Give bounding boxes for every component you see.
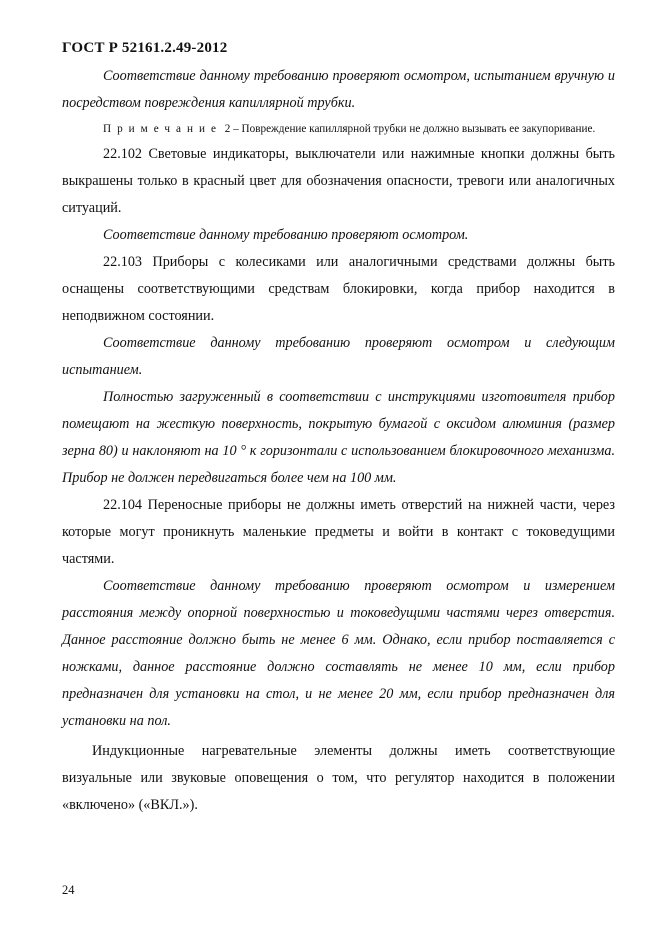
paragraph-compliance-test: Соответствие данному требованию проверяют осмотром и следующим испытанием. — [62, 335, 615, 378]
paragraph-22-104: 22.104 Переносные приборы не должны иметь отверстий на нижней части, через которые могут проникнуть маленькие предметы и войти в контакт с токоведущими частями. — [62, 497, 615, 567]
page-number: 24 — [62, 883, 75, 897]
paragraph-compliance-capillary: Соответствие данному требованию проверяют осмотром, испытанием вручную и посредством повреждения капиллярной трубки. — [62, 68, 615, 111]
note-capillary — [62, 117, 615, 141]
paragraph-22-102: 22.102 Световые индикаторы, выключатели или нажимные кнопки должны быть выкрашены только в красный цвет для обозначения опасности, тревоги или аналогичных ситуаций. — [62, 146, 615, 216]
paragraph-test-procedure: Полностью загруженный в соответствии с инструкциями изготовителя прибор помещают на жесткую поверхность, покрытую бумагой с оксидом алюминия (размер зерна 80) и наклоняют на 10 ° к горизонтали с использованием блокировочного механизма. Прибор не должен передвигаться более чем на 100 мм. — [62, 389, 615, 486]
paragraph-compliance-inspection: Соответствие данному требованию проверяют осмотром. — [103, 227, 469, 243]
paragraph-induction-elements: Индукционные нагревательные элементы должны иметь соответствующие визуальные или звуковые оповещения о том, что регулятор находится в положении «включено» («ВКЛ.»). — [62, 743, 615, 813]
document-header: ГОСТ Р 52161.2.49-2012 — [62, 40, 228, 56]
note-text: 2 – Повреждение капиллярной трубки не должно вызывать ее закупоривание. — [221, 123, 596, 135]
paragraph-22-103: 22.103 Приборы с колесиками или аналогичными средствами должны быть оснащены соответствующими средствам блокировки, когда прибор находится в неподвижном состоянии. — [62, 254, 615, 324]
document-body — [62, 63, 615, 819]
note-label: Примечание — [103, 123, 222, 135]
paragraph-compliance-distance: Соответствие данному требованию проверяют осмотром и измерением расстояния между опорной поверхностью и токоведущими частями через отверстия. Данное расстояние должно быть не менее 6 мм. Однако, если прибор поставляется с ножками, данное расстояние должно составлять не менее 10 мм, если прибор предназначен для установки на стол, и не менее 20 мм, если прибор предназначен для установки на пол. — [62, 578, 615, 729]
